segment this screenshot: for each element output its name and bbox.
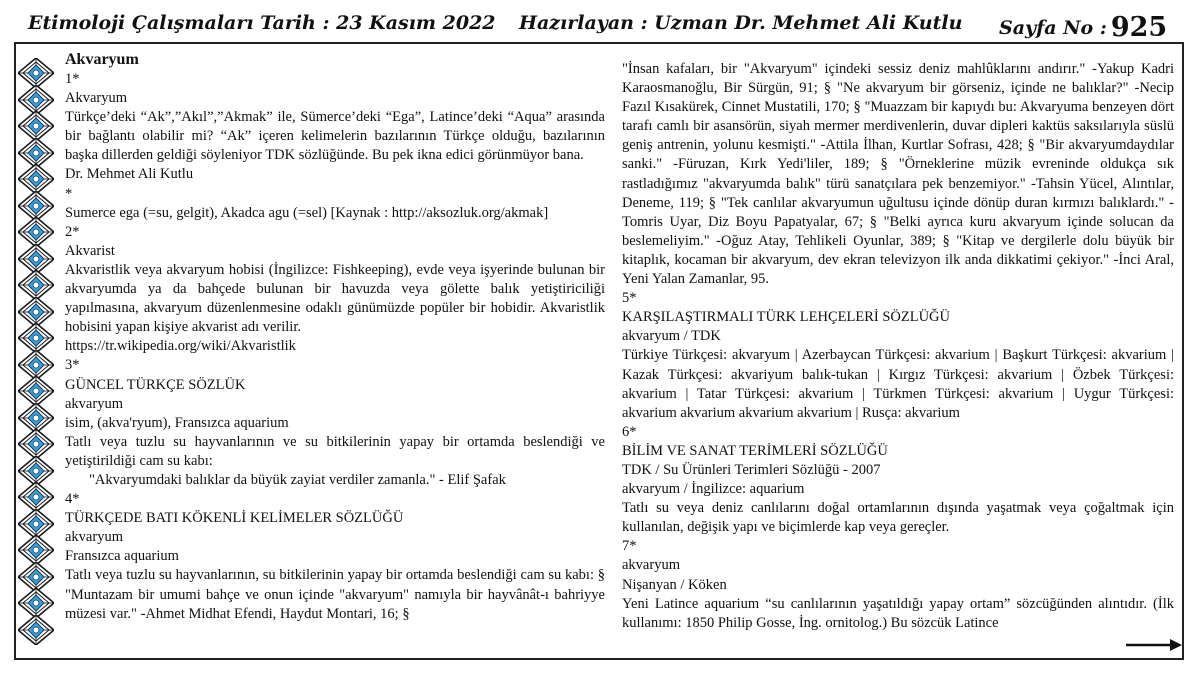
text-line: Nişanyan / Köken bbox=[622, 576, 727, 593]
text-line: 5* bbox=[622, 290, 637, 307]
paragraph: Tatlı veya tuzlu su hayvanlarının ve su bitkilerinin yapay bir ortamda beslendiği ve yetiştirildiği cam su kabı: bbox=[65, 433, 605, 469]
text-line: akvaryum / TDK bbox=[622, 328, 721, 345]
diamond-ornament-icon bbox=[18, 456, 54, 486]
diamond-ornament-icon bbox=[18, 376, 54, 406]
arrow-right-icon[interactable] bbox=[1124, 637, 1184, 653]
text-line: 2* bbox=[65, 223, 80, 240]
diamond-ornament-icon bbox=[18, 164, 54, 194]
dictionary-heading: KARŞILAŞTIRMALI TÜRK LEHÇELERİ SÖZLÜĞÜ bbox=[622, 309, 950, 326]
diamond-ornament-icon bbox=[18, 509, 54, 539]
diamond-ornament-icon bbox=[18, 191, 54, 221]
diamond-ornament-icon bbox=[18, 429, 54, 459]
paragraph: Türkiye Türkçesi: akvaryum | Azerbaycan Türkçesi: akvarium | Başkurt Türkçesi: akvarium | Kazak Türkçesi: akvariyum balık-tukan | Kırgız Türkçesi: akvarium | Özbek Türkçesi: akvarium | Tatar Türkçesi: akvarium | Türkmen Türkçesi: akvarium | Uygur Türkçesi: akvarium akvarium akvarium akvarium | Rusça: akvarium bbox=[622, 347, 1174, 421]
text-line: Fransızca aquarium bbox=[65, 548, 179, 565]
text-line: Akvaryum bbox=[65, 90, 128, 107]
diamond-ornament-icon bbox=[18, 403, 54, 433]
diamond-ornament-icon bbox=[18, 138, 54, 168]
diamond-ornament-icon bbox=[18, 111, 54, 141]
text-line: 6* bbox=[622, 423, 637, 440]
diamond-ornament-icon bbox=[18, 244, 54, 274]
diamond-ornament-icon bbox=[18, 58, 54, 88]
text-line: isim, (akva'ryum), Fransızca aquarium bbox=[65, 414, 289, 431]
diamond-ornament-icon bbox=[18, 323, 54, 353]
dictionary-heading: BİLİM VE SANAT TERİMLERİ SÖZLÜĞÜ bbox=[622, 442, 888, 459]
diamond-ornament-icon bbox=[18, 482, 54, 512]
paragraph: "İnsan kafaları, bir "Akvaryum" içindeki sessiz deniz mahlûklarını andırır." -Yakup Kadri Karaosmanoğlu, Bir Sürgün, 91; § "Ne akvaryum bir görseniz, içinde ne balıklar?" -Necip Fazıl Kısakürek, Cinnet Mustatili, 170; § "Muazzam bir kapıydı bu: Akvaryuma benzeyen dört tarafı camlı bir asansörün, siyah mermer merdivenlerin, duvar dipleri kaktüs saksılarıyla süslü geniş antrenin, yolunu kesmişti." -Attila İlhan, Kurtlar Sofrası, 428; § "Bir akvaryumdaydılar sanki." -Füruzan, Kırk Yedi'liler, 189; § "Örneklerine müzik evreninde oldukça sık rastladığımız "akvaryumda balık" türü sanatçılara pek benzemiyor." -Tahsin Yücel, Alıntılar, Deneme, 119; § "Tek canlılar akvaryumun uğultusu içinde dönüp duran kırmızı balıklardı." -Tomris Uyar, Diz Boyu Papatyalar, 67; § "Belki ayrıca kuru akvaryum içinde solucan da beslemeliyim." -Oğuz Atay, Tehlikeli Oyunlar, 389; § "Kitap ve dergilerle dolu büyük bir kitaplık, kocaman bir akvaryum, dev ekran televizyon ilk anda dikkatimi çekiyor." -İnci Aral, Yeni Yalan Zamanlar, 95. bbox=[622, 61, 1174, 288]
left-column bbox=[65, 50, 605, 624]
document-title: Etimoloji Çalışmaları Tarih : 23 Kasım 2022 bbox=[28, 12, 496, 34]
source-line: Sumerce ega (=su, gelgit), Akadca agu (=sel) [Kaynak : http://aksozluk.org/akmak] bbox=[65, 204, 549, 221]
diamond-ornament-icon bbox=[18, 562, 54, 592]
text-line: 1* bbox=[65, 71, 80, 87]
text-line: Akvarist bbox=[65, 242, 115, 259]
dictionary-heading: TÜRKÇEDE BATI KÖKENLİ KELİMELER SÖZLÜĞÜ bbox=[65, 510, 404, 527]
author-line: Hazırlayan : Uzman Dr. Mehmet Ali Kutlu bbox=[519, 12, 963, 34]
page-header bbox=[14, 6, 1186, 43]
text-line: akvaryum bbox=[65, 395, 123, 412]
text-line: akvaryum bbox=[622, 557, 680, 574]
paragraph: Türkçe’deki “Ak”,”Akıl”,”Akmak” ile, Sümerce’deki “Ega”, Latince’deki “Aqua” arasında bir bağlantı olabilir mi? “Ak” içeren kelimelerin bazılarının Türkçe olduğu, bazılarının başka dillerden geldiği söyleniyor TDK sözlüğünde. Bu pek ikna edici görünmüyor bana. bbox=[65, 109, 605, 164]
paragraph: Akvaristlik veya akvaryum hobisi (İngilizce: Fishkeeping), evde veya işyerinde bulunan bir akvaryumda ya da bahçede bulunan bir havuzda veya gölette balık yetiştiriciliği yapılmasına, akvaryum düzenlenmesine odaklı günümüzde popüler bir hobidir. Akvaristlik hobisini yapan kişiye akvarist adı verilir. bbox=[65, 261, 605, 336]
url-line: https://tr.wikipedia.org/wiki/Akvaristlik bbox=[65, 338, 296, 355]
diamond-ornament-icon bbox=[18, 588, 54, 618]
text-line: akvaryum / İngilizce: aquarium bbox=[622, 481, 805, 498]
dictionary-heading: GÜNCEL TÜRKÇE SÖZLÜK bbox=[65, 376, 246, 393]
text-line: 7* bbox=[622, 538, 637, 555]
diamond-ornament-icon bbox=[18, 615, 54, 645]
page-number-label bbox=[999, 12, 1167, 43]
right-column bbox=[622, 60, 1174, 633]
text-line: TDK / Su Ürünleri Terimleri Sözlüğü - 2007 bbox=[622, 461, 881, 478]
paragraph: Tatlı su veya deniz canlılarını doğal ortamlarının dışında yaşatmak veya çoğaltmak için kullanılan, değişik yapı ve biçimlerde kap veya gereçler. bbox=[622, 500, 1174, 536]
diamond-ornament-icon bbox=[18, 350, 54, 380]
signature-line: Dr. Mehmet Ali Kutlu bbox=[65, 166, 194, 183]
section-title: Akvaryum bbox=[65, 51, 139, 68]
quote-line: "Akvaryumdaki balıklar da büyük zayiat verdiler zamanla." - Elif Şafak bbox=[89, 471, 506, 488]
diamond-ornament-icon bbox=[18, 270, 54, 300]
text-line: 3* bbox=[65, 357, 80, 374]
diamond-ornament-icon bbox=[18, 535, 54, 565]
paragraph: Yeni Latince aquarium “su canlılarının yaşatıldığı yapay ortam” sözcüğünden alıntıdır. (İlk kullanımı: 1850 Philip Gosse, İng. ornitolog.) Bu sözcük Latince bbox=[622, 595, 1174, 631]
page-number: 925 bbox=[1110, 12, 1168, 43]
diamond-ornament-icon bbox=[18, 217, 54, 247]
ornament-column bbox=[18, 58, 62, 648]
page-label: Sayfa No : bbox=[999, 17, 1107, 39]
diamond-ornament-icon bbox=[18, 297, 54, 327]
text-line: * bbox=[65, 185, 73, 202]
text-line: akvaryum bbox=[65, 529, 123, 546]
paragraph: Tatlı veya tuzlu su hayvanlarının, su bitkilerinin yapay bir ortamda beslendiği cam su kabı: § "Muntazam bir umumi bahçe ve onun içinde "akvaryum" namıyla bir hayvânât-ı bahriyye müzesi var." -Ahmet Midhat Efendi, Haydut Montari, 16; § bbox=[65, 567, 605, 622]
text-line: 4* bbox=[65, 491, 80, 508]
diamond-ornament-icon bbox=[18, 85, 54, 115]
